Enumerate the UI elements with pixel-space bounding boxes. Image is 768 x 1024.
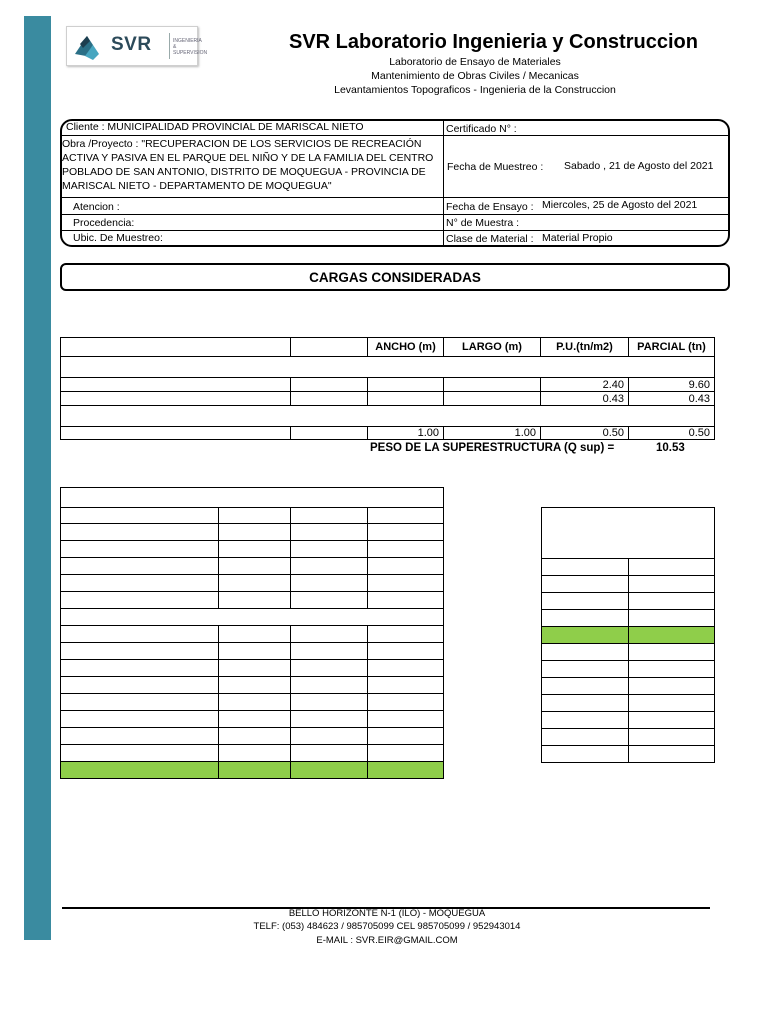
table-cell <box>61 745 219 762</box>
table-cell <box>542 644 629 661</box>
divider-row-1 <box>62 135 728 136</box>
cell-pu: 0.43 <box>541 392 629 406</box>
table-cell <box>291 338 368 357</box>
table-cell <box>219 711 291 728</box>
cell-parcial: 0.43 <box>629 392 715 406</box>
table-cell <box>219 575 291 592</box>
table-cell <box>219 694 291 711</box>
divider-vertical <box>443 121 444 245</box>
table-cell <box>368 728 444 745</box>
table-cell <box>61 643 219 660</box>
table-row <box>61 508 444 524</box>
table-row <box>61 558 444 575</box>
table-cell <box>219 728 291 745</box>
table-cell <box>368 575 444 592</box>
company-logo <box>66 26 208 66</box>
table-cell <box>368 541 444 558</box>
table-header-row <box>61 338 715 357</box>
cell-largo <box>444 378 541 392</box>
table-row <box>542 610 715 627</box>
table-row <box>542 661 715 678</box>
client-info-box <box>60 119 730 247</box>
table-row <box>61 541 444 558</box>
table-cell <box>61 660 219 677</box>
table-cell <box>219 677 291 694</box>
table-cell <box>629 576 715 593</box>
table-row <box>61 626 444 643</box>
section-title-cargas: CARGAS CONSIDERADAS <box>60 263 730 291</box>
table-row <box>61 694 444 711</box>
table-cell <box>368 745 444 762</box>
table-cell <box>542 729 629 746</box>
cell-largo: 1.00 <box>444 427 541 440</box>
table-cell <box>291 558 368 575</box>
table-cell <box>542 559 629 576</box>
clase-material-value: Material Propio <box>542 232 613 244</box>
table-row <box>61 643 444 660</box>
table-cell <box>368 643 444 660</box>
logo-subtext: INGENIERIA & SUPERVISION <box>173 38 208 56</box>
table-cell <box>368 762 444 779</box>
table-row <box>61 427 715 440</box>
table-cell <box>368 660 444 677</box>
table-cell <box>368 626 444 643</box>
table-row <box>61 745 444 762</box>
table-cell <box>368 677 444 694</box>
clase-material-label: Clase de Material : <box>446 233 534 245</box>
page-title: SVR Laboratorio Ingenieria y Construccion <box>289 31 698 53</box>
table-cell <box>291 575 368 592</box>
table-cell <box>291 660 368 677</box>
table-cell <box>368 558 444 575</box>
table-row-highlight <box>61 762 444 779</box>
cell-pu: 0.50 <box>541 427 629 440</box>
divider-row-3 <box>62 214 728 215</box>
table-cell <box>291 711 368 728</box>
header-ancho: ANCHO (m) <box>368 338 444 357</box>
divider-row-4 <box>62 230 728 231</box>
table-row <box>61 357 715 378</box>
table-cell <box>629 627 715 644</box>
table-row <box>542 729 715 746</box>
table-cell <box>61 357 715 378</box>
table-cell <box>542 712 629 729</box>
table-cell <box>542 508 715 559</box>
obra-line-1: Obra /Proyecto : "RECUPERACION DE LOS SERVICIOS DE RECREACIÓN <box>62 138 422 150</box>
table-cell <box>61 609 444 626</box>
header-largo: LARGO (m) <box>444 338 541 357</box>
table-cell <box>629 644 715 661</box>
subtitle-3: Levantamientos Topograficos - Ingenieria de la Construccion <box>334 84 616 96</box>
peso-superestructura-label: PESO DE LA SUPERESTRUCTURA (Q sup) = <box>370 442 615 454</box>
table-row <box>61 592 444 609</box>
table-cell <box>61 338 291 357</box>
cell-largo <box>444 392 541 406</box>
table-cell <box>219 660 291 677</box>
table-cell <box>291 626 368 643</box>
table-cell <box>291 378 368 392</box>
table-cell <box>61 524 219 541</box>
peso-superestructura-value: 10.53 <box>656 442 685 454</box>
table-cell <box>61 378 291 392</box>
table-cell <box>61 626 219 643</box>
table-row <box>61 609 444 626</box>
table-cell <box>629 712 715 729</box>
fecha-muestreo-value: Sabado , 21 de Agosto del 2021 <box>564 160 714 172</box>
table-cell <box>219 558 291 575</box>
table-row-highlight <box>542 627 715 644</box>
table-cell <box>629 610 715 627</box>
table-row <box>61 575 444 592</box>
table-cell <box>368 592 444 609</box>
table-cell <box>291 427 368 440</box>
table-cell <box>291 508 368 524</box>
lower-left-grid <box>60 487 444 779</box>
table-row <box>61 406 715 427</box>
table-cell <box>61 392 291 406</box>
table-cell <box>61 677 219 694</box>
table-row <box>542 678 715 695</box>
table-cell <box>61 508 219 524</box>
footer-email: E-MAIL : SVR.EIR@GMAIL.COM <box>316 935 458 946</box>
obra-line-3: POBLADO DE SAN ANTONIO, DISTRITO DE MOQUEGUA - PROVINCIA DE <box>62 166 426 178</box>
table-cell <box>61 541 219 558</box>
table-row <box>542 576 715 593</box>
table-cell <box>542 610 629 627</box>
table-cell <box>61 488 444 508</box>
table-cell <box>61 694 219 711</box>
footer-address: BELLO HORIZONTE N-1 (ILO) - MOQUEGUA <box>288 908 486 919</box>
table-cell <box>291 592 368 609</box>
table-cell <box>291 643 368 660</box>
table-cell <box>219 643 291 660</box>
procedencia-field: Procedencia: <box>73 217 135 229</box>
table-row <box>61 711 444 728</box>
table-row <box>61 677 444 694</box>
logo-text: SVR <box>111 34 152 55</box>
table-cell <box>61 592 219 609</box>
table-cell <box>368 508 444 524</box>
cell-parcial: 0.50 <box>629 427 715 440</box>
table-cell <box>61 406 715 427</box>
table-cell <box>368 694 444 711</box>
table-cell <box>291 728 368 745</box>
table-cell <box>368 524 444 541</box>
table-cell <box>542 678 629 695</box>
table-cell <box>629 729 715 746</box>
cell-ancho <box>368 392 444 406</box>
table-cell <box>542 576 629 593</box>
table-row <box>61 378 715 392</box>
table-cell <box>219 762 291 779</box>
table-cell <box>61 711 219 728</box>
certificado-field: Certificado N° : <box>446 123 517 135</box>
table-cell <box>542 627 629 644</box>
table-cell <box>629 746 715 763</box>
cell-ancho <box>368 378 444 392</box>
loads-table <box>60 337 715 440</box>
table-cell <box>542 593 629 610</box>
table-cell <box>291 541 368 558</box>
subtitle-2: Mantenimiento de Obras Civiles / Mecanicas <box>371 70 579 82</box>
header-parcial: PARCIAL (tn) <box>629 338 715 357</box>
table-row <box>542 559 715 576</box>
table-row <box>542 695 715 712</box>
table-cell <box>291 762 368 779</box>
table-row <box>542 746 715 763</box>
table-cell <box>291 677 368 694</box>
table-cell <box>61 728 219 745</box>
cell-ancho: 1.00 <box>368 427 444 440</box>
table-cell <box>219 524 291 541</box>
fecha-muestreo-label: Fecha de Muestreo : <box>447 161 544 173</box>
ubic-muestreo-field: Ubic. De Muestreo: <box>73 232 163 244</box>
obra-line-2: ACTIVA Y PASIVA EN EL PARQUE DEL NIÑO Y DE LA FAMILIA DEL CENTRO <box>62 152 434 164</box>
num-muestra-field: N° de Muestra : <box>446 217 520 229</box>
table-cell <box>542 661 629 678</box>
table-row <box>61 660 444 677</box>
table-row <box>61 488 444 508</box>
cliente-field: Cliente : MUNICIPALIDAD PROVINCIAL DE MARISCAL NIETO <box>66 121 364 133</box>
cell-pu: 2.40 <box>541 378 629 392</box>
left-accent-bar <box>24 16 51 940</box>
table-row <box>542 644 715 661</box>
obra-line-4: MARISCAL NIETO - DEPARTAMENTO DE MOQUEGUA" <box>62 180 332 192</box>
lower-right-grid <box>541 507 715 763</box>
table-cell <box>542 695 629 712</box>
table-cell <box>629 559 715 576</box>
table-cell <box>219 592 291 609</box>
table-row <box>542 593 715 610</box>
table-cell <box>61 762 219 779</box>
footer-phones: TELF: (053) 484623 / 985705099 CEL 985705099 / 952943014 <box>253 921 521 932</box>
table-cell <box>291 694 368 711</box>
table-row <box>61 728 444 745</box>
subtitle-1: Laboratorio de Ensayo de Materiales <box>389 56 561 68</box>
fecha-ensayo-value: Miercoles, 25 de Agosto del 2021 <box>542 199 698 211</box>
table-row <box>61 524 444 541</box>
divider-row-2 <box>62 197 728 198</box>
table-cell <box>61 427 291 440</box>
table-cell <box>291 745 368 762</box>
cell-parcial: 9.60 <box>629 378 715 392</box>
logo-divider <box>169 33 170 59</box>
table-cell <box>219 745 291 762</box>
table-cell <box>542 746 629 763</box>
atencion-field: Atencion : <box>73 201 120 213</box>
table-cell <box>291 392 368 406</box>
fecha-ensayo-label: Fecha de Ensayo : <box>446 201 534 213</box>
table-cell <box>629 678 715 695</box>
table-row <box>61 392 715 406</box>
table-cell <box>219 626 291 643</box>
table-cell <box>219 541 291 558</box>
table-cell <box>291 524 368 541</box>
table-row <box>542 712 715 729</box>
table-cell <box>219 508 291 524</box>
table-row <box>542 508 715 559</box>
table-cell <box>629 695 715 712</box>
table-cell <box>61 558 219 575</box>
logo-mark-icon <box>71 30 109 62</box>
table-cell <box>629 661 715 678</box>
table-cell <box>629 593 715 610</box>
table-cell <box>61 575 219 592</box>
table-cell <box>368 711 444 728</box>
header-pu: P.U.(tn/m2) <box>541 338 629 357</box>
